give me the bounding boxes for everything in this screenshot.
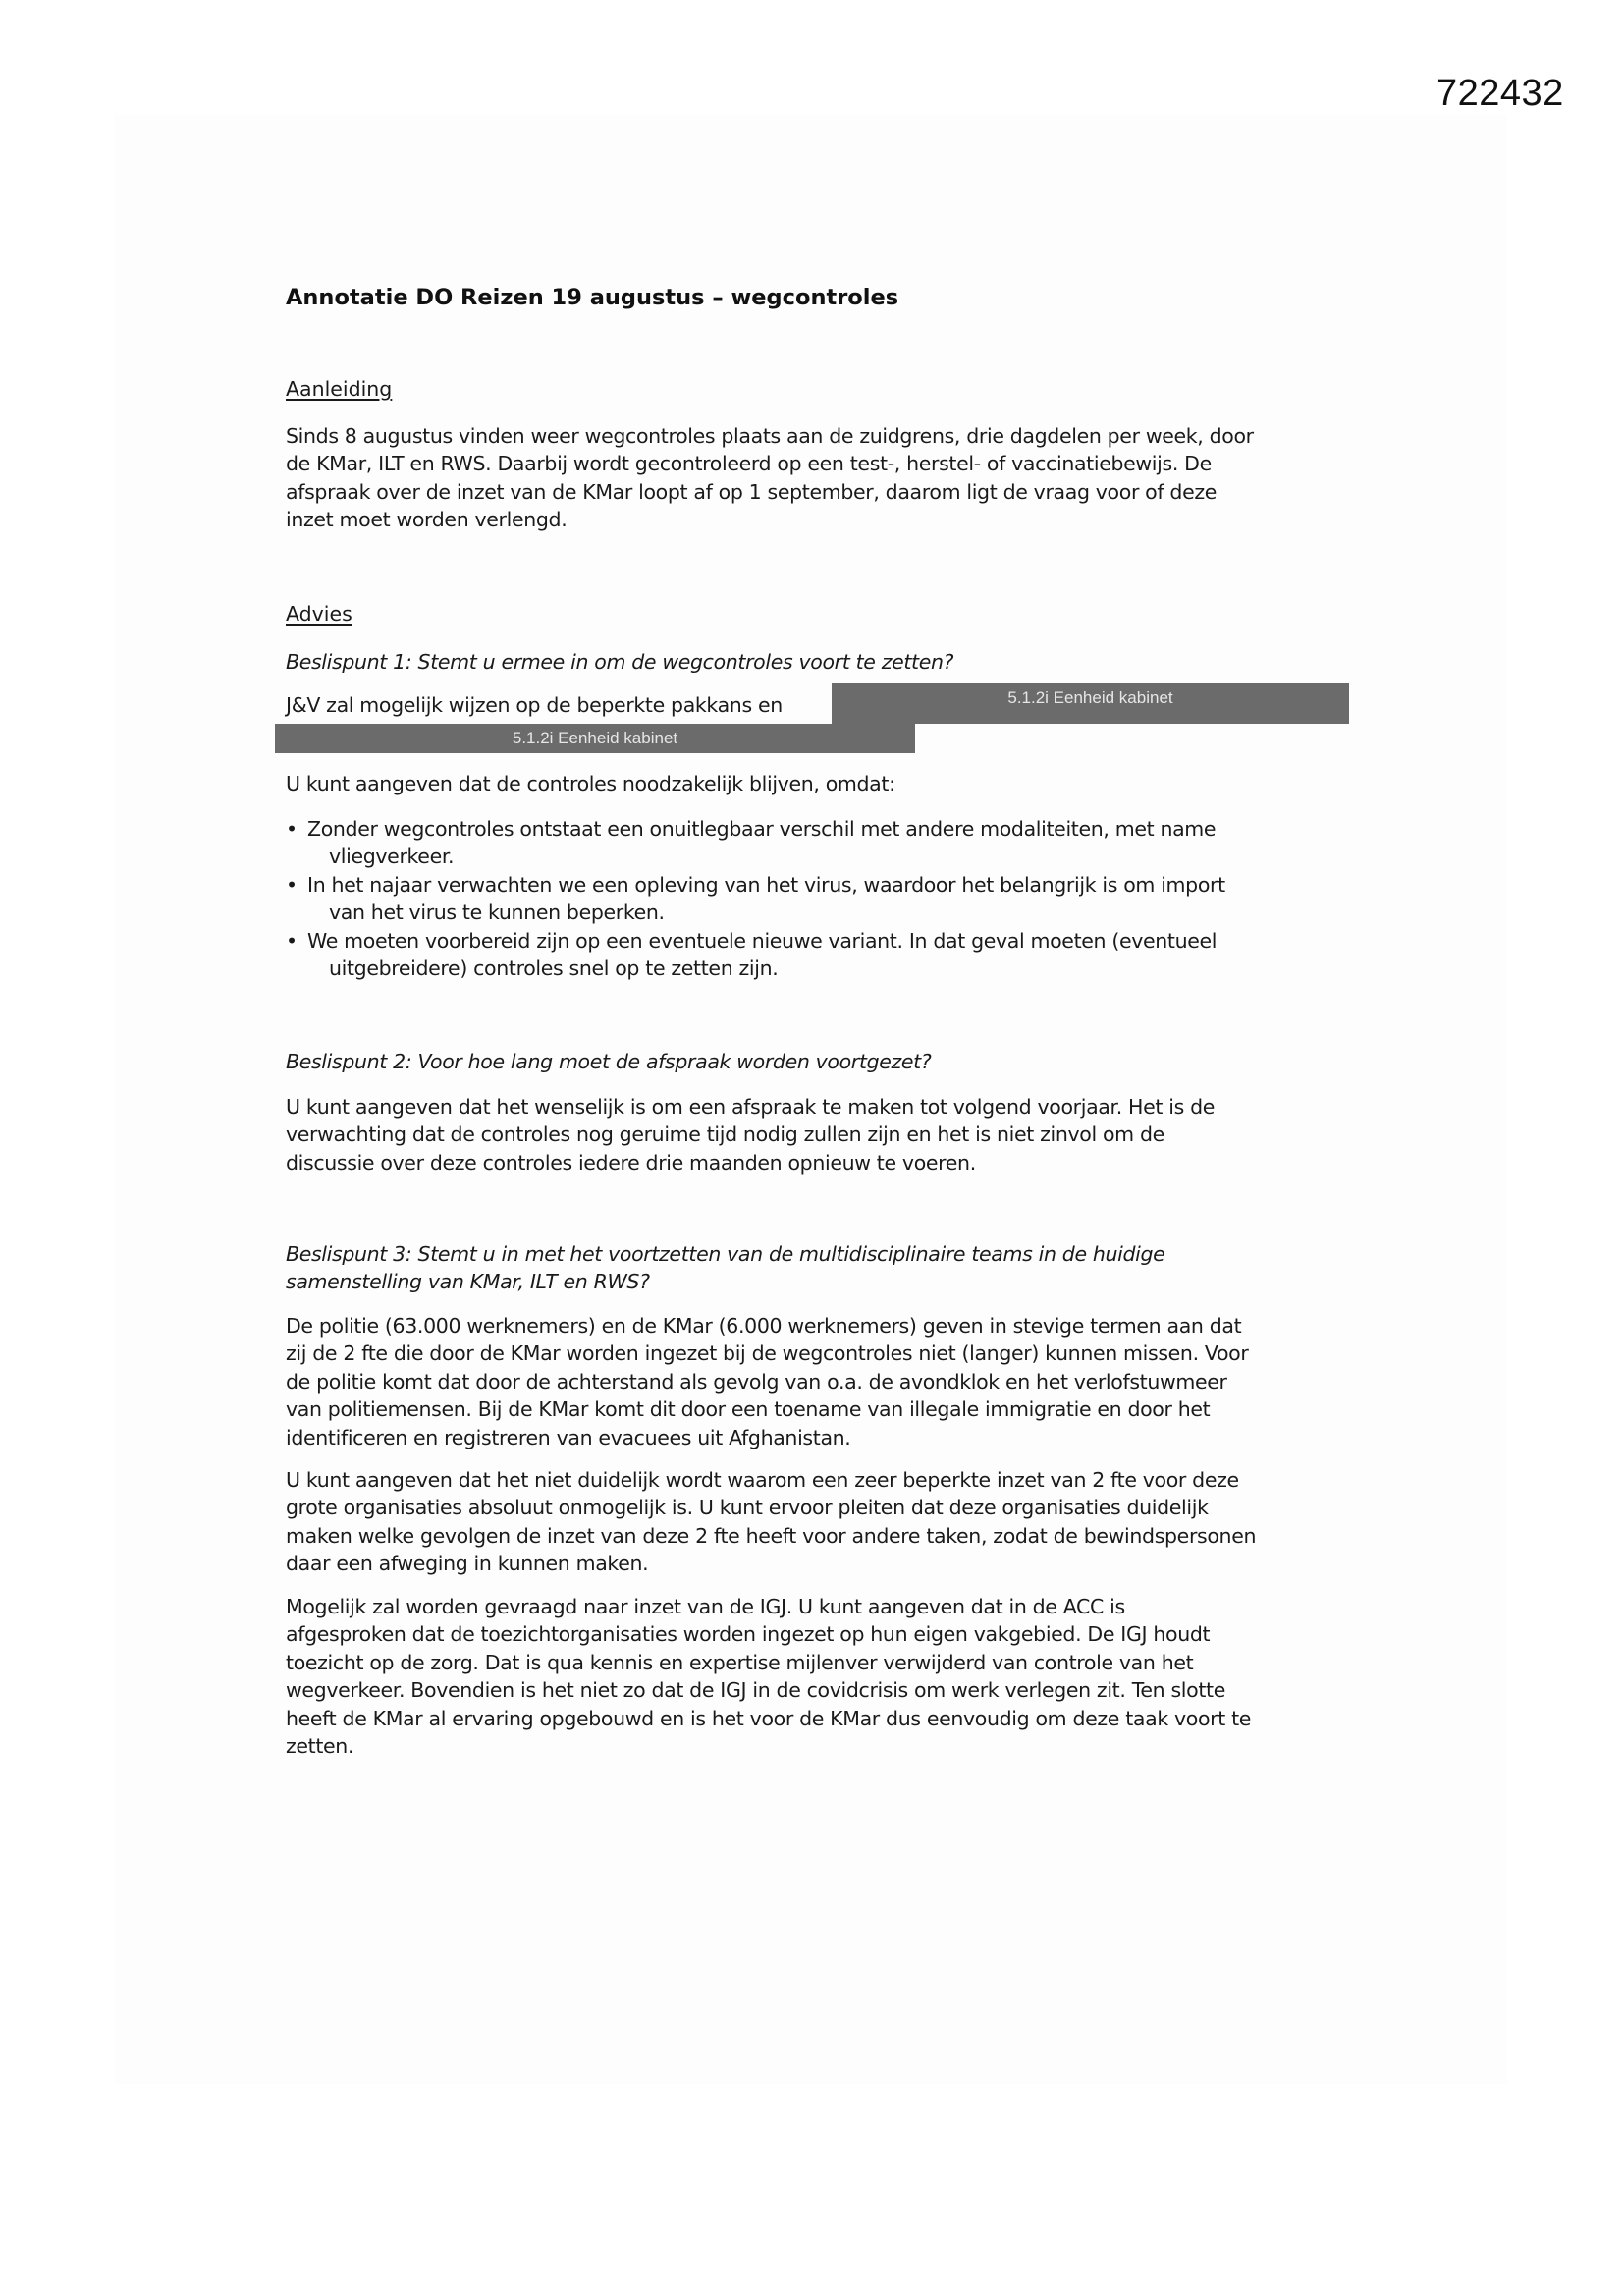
beslispunt-1-intro: U kunt aangeven dat de controles noodzakelijk blijven, omdat: — [286, 772, 895, 795]
document-id: 722432 — [1436, 73, 1564, 114]
text-line: de KMar, ILT en RWS. Daarbij wordt gecontroleerd op een test-, herstel- of vaccinatiebewijs. De — [286, 452, 1212, 476]
redaction-block-2 — [275, 724, 915, 753]
section-heading-advies: Advies — [286, 602, 352, 626]
document-title: Annotatie DO Reizen 19 augustus – wegcontroles — [286, 285, 899, 310]
text-line: grote organisaties absoluut onmogelijk is. U kunt ervoor pleiten dat deze organisaties duidelijk — [286, 1496, 1209, 1520]
text-line: samenstelling van KMar, ILT en RWS? — [286, 1270, 650, 1294]
redaction-label: 5.1.2i Eenheid kabinet — [1007, 688, 1173, 707]
text-line: U kunt aangeven dat het wenselijk is om een afspraak te maken tot volgend voorjaar. Het is de — [286, 1095, 1215, 1119]
text-line: afgesproken dat de toezichtorganisaties worden ingezet op hun eigen vakgebied. De IGJ houdt — [286, 1622, 1211, 1647]
list-item: • We moeten voorbereid zijn op een eventuele nieuwe variant. In dat geval moeten (eventueel uitgebreidere) controles snel op te zetten zijn. — [286, 927, 1356, 983]
text-line: maken welke gevolgen de inzet van deze 2 fte heeft voor andere taken, zodat de bewindspersonen — [286, 1523, 1257, 1548]
text-line: van politiemensen. Bij de KMar komt dit door een toename van illegale immigratie en door het — [286, 1397, 1211, 1422]
reasons-list — [286, 815, 1356, 982]
text-line: de politie komt dat door de achterstand als gevolg van o.a. de avondklok en het verlofstuwmeer — [286, 1369, 1227, 1394]
beslispunt-3-paragraph-2 — [286, 1466, 1356, 1578]
text-line: wegverkeer. Bovendien is het niet zo dat de IGJ in de covidcrisis om werk verlegen zit. Ten slotte — [286, 1678, 1225, 1703]
text-line: toezicht op de zorg. Dat is qua kennis en expertise mijlenver verwijderd van controle van het — [286, 1650, 1194, 1674]
text-line: Beslispunt 3: Stemt u in met het voortzetten van de multidisciplinaire teams in de huidige — [286, 1242, 1165, 1266]
list-item: • In het najaar verwachten we een opleving van het virus, waardoor het belangrijk is om import van het virus te kunnen beperken. — [286, 871, 1356, 927]
list-item: • Zonder wegcontroles ontstaat een onuitlegbaar verschil met andere modaliteiten, met name vliegverkeer. — [286, 815, 1356, 871]
text-line: Mogelijk zal worden gevraagd naar inzet van de IGJ. U kunt aangeven dat in de ACC is — [286, 1595, 1125, 1618]
beslispunt-3-paragraph-3 — [286, 1593, 1356, 1760]
text-line: zij de 2 fte die door de KMar worden ingezet bij de wegcontroles niet (langer) kunnen missen. Voor — [286, 1341, 1249, 1366]
text-line: De politie (63.000 werknemers) en de KMar (6.000 werknemers) geven in stevige termen aan dat — [286, 1314, 1242, 1338]
text-line: inzet moet worden verlengd. — [286, 508, 568, 532]
section-heading-aanleiding: Aanleiding — [286, 377, 393, 401]
redaction-label: 5.1.2i Eenheid kabinet — [512, 729, 678, 747]
aanleiding-paragraph — [286, 422, 1356, 534]
text-line: discussie over deze controles iedere drie maanden opnieuw te voeren. — [286, 1150, 976, 1175]
beslispunt-2-question: Beslispunt 2: Voor hoe lang moet de afspraak worden voortgezet? — [286, 1050, 932, 1073]
text-line: identificeren en registreren van evacuees uit Afghanistan. — [286, 1425, 851, 1449]
text-line: heeft de KMar al ervaring opgebouwd en is het voor de KMar dus eenvoudig om deze taak voort te — [286, 1706, 1252, 1730]
text-line: U kunt aangeven dat het niet duidelijk wordt waarom een zeer beperkte inzet van 2 fte voor deze — [286, 1468, 1239, 1492]
text-line: zetten. — [286, 1734, 354, 1759]
beslispunt-3-question — [286, 1240, 1356, 1296]
redaction-block-1 — [832, 683, 1349, 724]
jv-statement: J&V zal mogelijk wijzen op de beperkte pakkans en — [286, 693, 783, 717]
beslispunt-1-question: Beslispunt 1: Stemt u ermee in om de wegcontroles voort te zetten? — [286, 650, 954, 674]
beslispunt-3-paragraph-1 — [286, 1312, 1356, 1451]
text-line: Sinds 8 augustus vinden weer wegcontroles plaats aan de zuidgrens, drie dagdelen per week, door — [286, 424, 1254, 448]
text-line: afspraak over de inzet van de KMar loopt af op 1 september, daarom ligt de vraag voor of deze — [286, 479, 1218, 504]
text-line: verwachting dat de controles nog geruime tijd nodig zullen zijn en het is niet zinvol om de — [286, 1122, 1164, 1147]
beslispunt-2-paragraph — [286, 1093, 1356, 1176]
text-line: daar een afweging in kunnen maken. — [286, 1552, 649, 1576]
